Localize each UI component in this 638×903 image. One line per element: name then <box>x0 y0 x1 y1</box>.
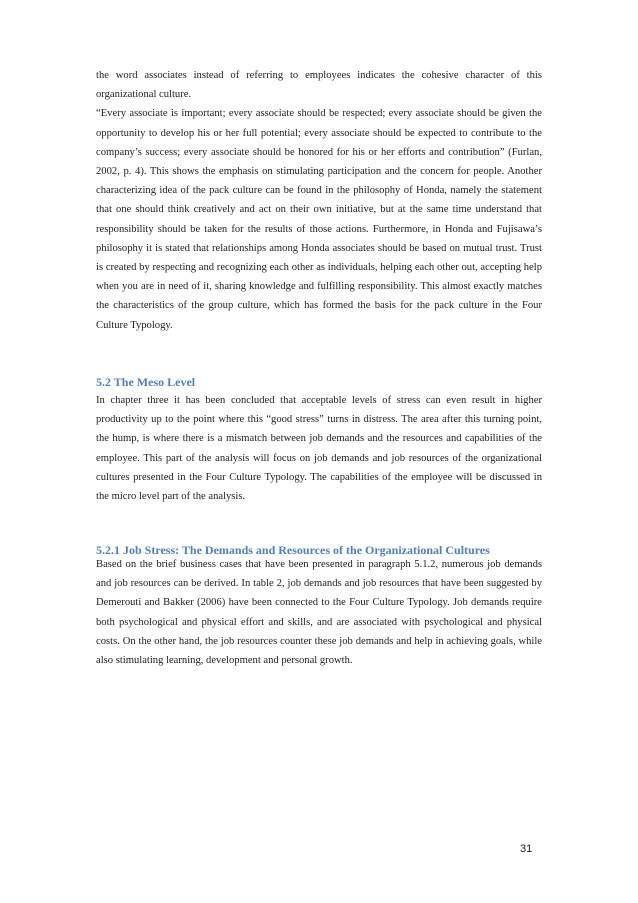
heading-meso-level: 5.2 The Meso Level <box>96 375 196 389</box>
heading-job-stress: 5.2.1 Job Stress: The Demands and Resources of the Organizational Cultures <box>96 543 490 557</box>
paragraph-job-stress: Based on the brief business cases that have been presented in paragraph 5.1.2, numerous job demands and job resources can be derived. In table 2, job demands and job resources that have been suggested by Demerouti and Bakker (2006) have been connected to the Four Culture Typology. Job demands require both psychological and physical effort and skills, and are associated with psychological and physical costs. On the other hand, the job resources counter these job demands and help in achieving goals, while also stimulating learning, development and personal growth. <box>96 559 542 667</box>
paragraph-meso-level: In chapter three it has been concluded that acceptable levels of stress can even result in higher productivity up to the point where this “good stress” turns in distress. The area after this turning point, the hump, is where there is a mismatch between job demands and the resources and capabilities of the employee. This part of the analysis will focus on job demands and job resources of the organizational cultures presented in the Four Culture Typology. The capabilities of the employee will be discussed in the micro level part of the analysis. <box>96 395 542 503</box>
page-number: 31 <box>520 843 533 855</box>
section-c-text <box>96 555 542 670</box>
paragraph-continuation: the word associates instead of referring to employees indicates the cohesive character of this organizational culture. <box>96 70 542 101</box>
section-a-text <box>96 66 542 335</box>
section-b-text <box>96 391 542 506</box>
paragraph-honda-quote: “Every associate is important; every associate should be respected; every associate should be given the opportunity to develop his or her full potential; every associate should be expected to contribute to the company’s success; every associate should be honored for his or her efforts and contribution” (Furlan, 2002, p. 4). This shows the emphasis on stimulating participation and the concern for people. Another characterizing idea of the pack culture can be found in the philosophy of Honda, namely the statement that one should think creatively and act on their own initiative, but at the same time understand that responsibility should be taken for the results of those actions. Furthermore, in Honda and Fujisawa’s philosophy it is stated that relationships among Honda associates should be based on mutual trust. Trust is created by respecting and recognizing each other as individuals, helping each other out, accepting help when you are in need of it, sharing knowledge and fulfilling responsibility. This almost exactly matches the characteristics of the group culture, which has formed the basis for the pack culture in the Four Culture Typology. <box>96 108 542 331</box>
